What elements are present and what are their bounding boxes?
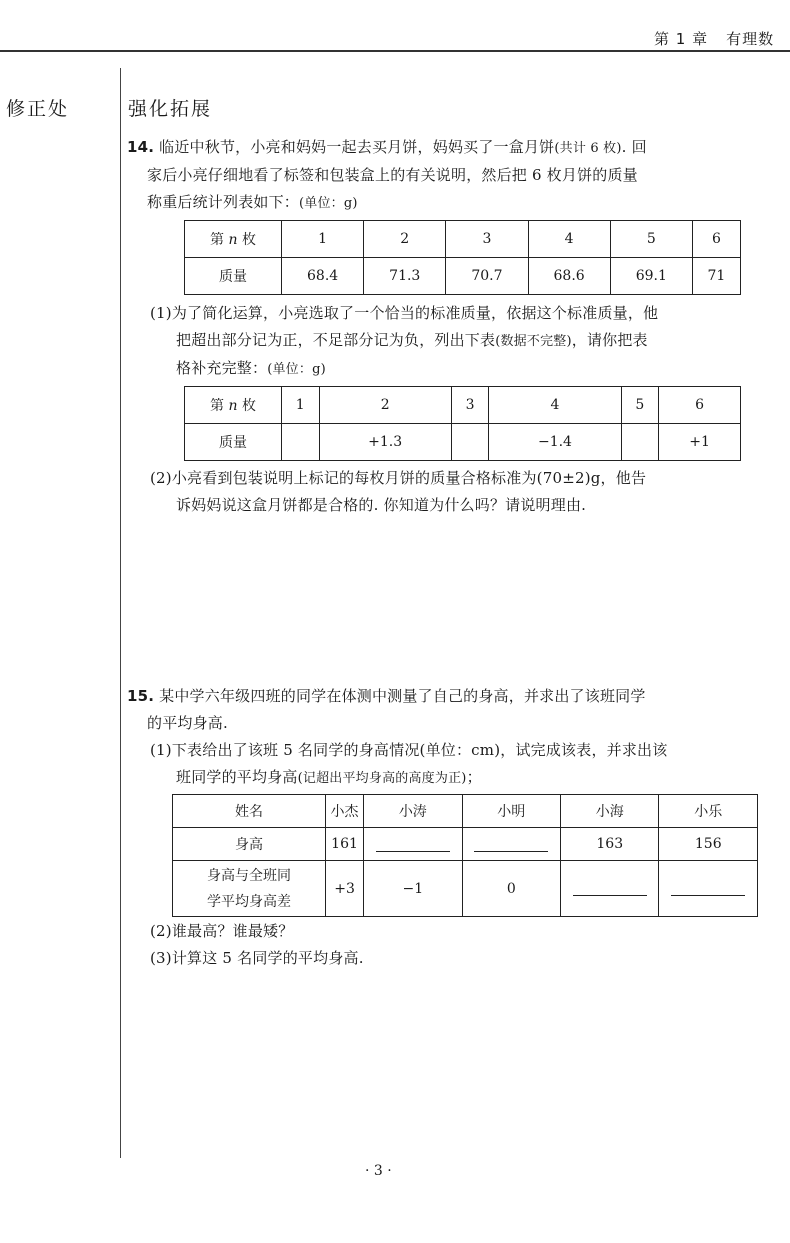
table-row — [185, 424, 741, 461]
q15-part3: (3)计算这 5 名同学的平均身高. — [150, 949, 364, 967]
table-row-header: 第 n 枚 — [185, 387, 282, 424]
table-cell: 69.1 — [610, 258, 692, 295]
q15-part2: (2)谁最高？谁最矮？ — [150, 922, 294, 940]
table-cell: 2 — [364, 221, 446, 258]
table-row — [185, 387, 741, 424]
table-cell: 163 — [561, 828, 659, 861]
table-cell: +3 — [326, 861, 364, 917]
table-cell: +1.3 — [319, 424, 451, 461]
table-row-header: 身高与全班同 学平均身高差 — [173, 861, 326, 917]
q15-number: 15. — [127, 687, 155, 705]
table-header: 姓名 — [173, 795, 326, 828]
chapter-number: 第 1 章 — [654, 30, 709, 48]
table-cell: 68.4 — [282, 258, 364, 295]
table-cell: 1 — [282, 221, 364, 258]
table-cell: +1 — [659, 424, 741, 461]
q15-parts — [150, 918, 364, 972]
margin-label: 修正处 — [6, 98, 70, 120]
table-cell: 3 — [451, 387, 489, 424]
table-cell: 2 — [319, 387, 451, 424]
table-cell-blank — [659, 861, 758, 917]
header-rule — [0, 50, 790, 52]
table-header: 小涛 — [364, 795, 462, 828]
table-cell: 6 — [692, 221, 740, 258]
page-number: · 3 · — [365, 1163, 392, 1179]
table-row-header: 质量 — [185, 258, 282, 295]
running-header — [654, 28, 774, 49]
q15-part1: (1)下表给出了该班 5 名同学的身高情况(单位：cm)，试完成该表，并求出该 班同学的平均身高(记超出平均身高的高度为正)； — [150, 741, 668, 786]
answer-blank — [376, 837, 450, 852]
table-header: 小明 — [462, 795, 560, 828]
section-title: 强化拓展 — [128, 98, 213, 120]
table-cell-blank — [364, 828, 462, 861]
table-header: 小杰 — [326, 795, 364, 828]
table-cell: 68.6 — [528, 258, 610, 295]
q14-table-2 — [184, 386, 741, 461]
table-cell: 4 — [528, 221, 610, 258]
table-cell: 71 — [692, 258, 740, 295]
table-cell-blank — [282, 424, 320, 461]
table-row-header: 质量 — [185, 424, 282, 461]
table-cell: 71.3 — [364, 258, 446, 295]
table-row — [185, 258, 741, 295]
table-cell: 156 — [659, 828, 758, 861]
q15-intro: 15. 某中学六年级四班的同学在体测中测量了自己的身高，并求出了该班同学 的平均身高. — [127, 687, 646, 732]
table-cell: 5 — [621, 387, 659, 424]
table-header: 小海 — [561, 795, 659, 828]
table-header: 小乐 — [659, 795, 758, 828]
table-row — [173, 795, 758, 828]
q14-number: 14. — [127, 138, 155, 156]
table-cell: 4 — [489, 387, 621, 424]
table-cell-blank — [561, 861, 659, 917]
margin-rule — [120, 68, 121, 1158]
q14-part1: (1)为了简化运算，小亮选取了一个恰当的标准质量，依据这个标准质量，他 把超出部分记为正，不足部分记为负，列出下表(数据不完整)，请你把表 格补充完整：(单位：g) — [150, 304, 659, 377]
table-row-header: 身高 — [173, 828, 326, 861]
table-cell: 0 — [462, 861, 560, 917]
table-cell: −1.4 — [489, 424, 621, 461]
q14-table-1 — [184, 220, 741, 295]
table-cell: 161 — [326, 828, 364, 861]
q14-intro: 14. 临近中秋节，小亮和妈妈一起去买月饼，妈妈买了一盒月饼(共计 6 枚). 回 家后小亮仔细地看了标签和包装盒上的有关说明，然后把 6 枚月饼的质量 称重后统计列表如下：(单位：g) — [127, 138, 647, 211]
table-cell-blank — [462, 828, 560, 861]
table-cell: −1 — [364, 861, 462, 917]
table-row — [173, 828, 758, 861]
table-row-header: 第 n 枚 — [185, 221, 282, 258]
answer-blank — [671, 881, 745, 896]
table-row — [185, 221, 741, 258]
q15-table — [172, 794, 758, 917]
table-cell: 5 — [610, 221, 692, 258]
table-cell-blank — [621, 424, 659, 461]
answer-blank — [573, 881, 647, 896]
q14-part2: (2)小亮看到包装说明上标记的每枚月饼的质量合格标准为(70±2)g，他告 诉妈妈说这盒月饼都是合格的. 你知道为什么吗？请说明理由. — [150, 469, 647, 514]
table-cell: 70.7 — [446, 258, 528, 295]
chapter-title: 有理数 — [726, 30, 775, 48]
table-cell: 6 — [659, 387, 741, 424]
table-row — [173, 861, 758, 917]
table-cell: 3 — [446, 221, 528, 258]
answer-blank — [474, 837, 548, 852]
table-cell-blank — [451, 424, 489, 461]
table-cell: 1 — [282, 387, 320, 424]
